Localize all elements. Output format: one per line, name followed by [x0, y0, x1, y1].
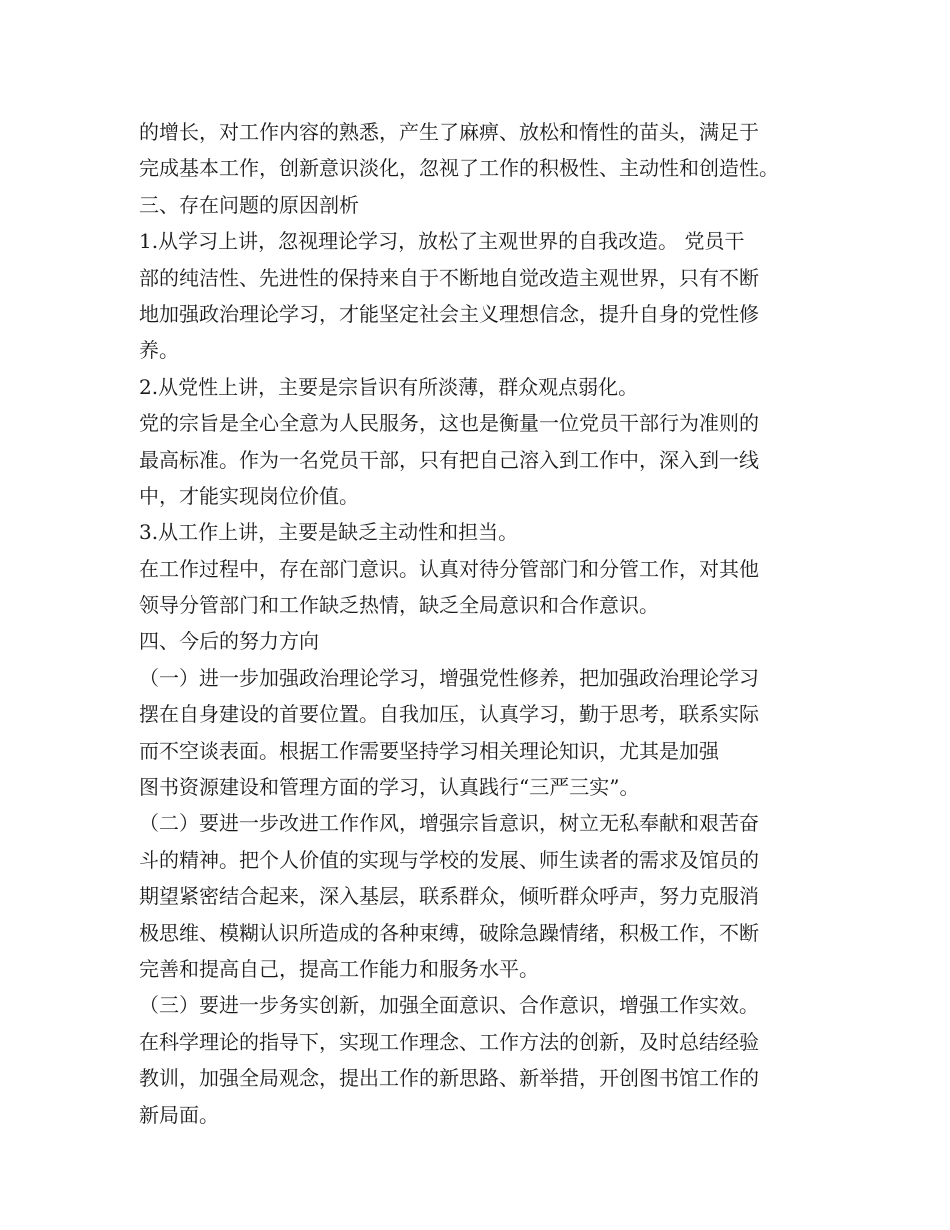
body-line: 领导分管部门和工作缺乏热情，缺乏全局意识和合作意识。	[139, 593, 659, 618]
body-line: 部的纯洁性、先进性的保持来自于不断地自觉改造主观世界，只有不断	[139, 265, 759, 290]
body-line: 最高标准。作为一名党员干部，只有把自己溶入到工作中，深入到一线	[139, 447, 759, 472]
body-line: 图书资源建设和管理方面的学习，认真践行“三严三实”。	[139, 775, 640, 800]
body-line: 3.从工作上讲，主要是缺乏主动性和担当。	[139, 520, 519, 545]
body-line: 新局面。	[139, 1102, 219, 1127]
body-line: （二）要进一步改进工作作风，增强宗旨意识，树立无私奉献和艰苦奋	[139, 811, 759, 836]
body-line: 期望紧密结合起来，深入基层，联系群众，倾听群众呼声，努力克服消	[139, 884, 759, 909]
body-line: 教训，加强全局观念，提出工作的新思路、新举措，开创图书馆工作的	[139, 1066, 759, 1091]
body-line: 1.从学习上讲，忽视理论学习，放松了主观世界的自我改造。 党员干	[139, 229, 745, 254]
body-line: 而不空谈表面。根据工作需要坚持学习相关理论知识，尤其是加强	[139, 738, 719, 763]
body-line: 斗的精神。把个人价值的实现与学校的发展、师生读者的需求及馆员的	[139, 847, 759, 872]
document-body	[139, 114, 829, 1133]
body-line: 在工作过程中，存在部门意识。认真对待分管部门和分管工作，对其他	[139, 556, 759, 581]
body-line: 完善和提高自己，提高工作能力和服务水平。	[139, 956, 539, 981]
body-line: （一）进一步加强政治理论学习，增强党性修养，把加强政治理论学习	[139, 665, 759, 690]
body-line: （三）要进一步务实创新，加强全面意识、合作意识，增强工作实效。	[139, 993, 759, 1018]
body-line: 在科学理论的指导下，实现工作理念、工作方法的创新，及时总结经验	[139, 1029, 759, 1054]
body-line: 养。	[139, 338, 179, 363]
body-line: 极思维、模糊认识所造成的各种束缚，破除急躁情绪，积极工作，不断	[139, 920, 759, 945]
body-line: 中，才能实现岗位价值。	[139, 483, 359, 508]
body-line: 摆在自身建设的首要位置。自我加压，认真学习，勤于思考，联系实际	[139, 702, 759, 727]
body-line: 地加强政治理论学习，才能坚定社会主义理想信念，提升自身的党性修	[139, 301, 759, 326]
body-line: 党的宗旨是全心全意为人民服务，这也是衡量一位党员干部行为准则的	[139, 411, 759, 436]
section-heading-3: 三、存在问题的原因剖析	[139, 192, 359, 217]
body-line: 完成基本工作，创新意识淡化，忽视了工作的积极性、主动性和创造性。	[139, 156, 779, 181]
section-heading-4: 四、今后的努力方向	[139, 629, 319, 654]
body-line: 2.从党性上讲，主要是宗旨识有所淡薄，群众观点弱化。	[139, 374, 639, 399]
body-line: 的增长，对工作内容的熟悉，产生了麻痹、放松和惰性的苗头，满足于	[139, 120, 759, 144]
